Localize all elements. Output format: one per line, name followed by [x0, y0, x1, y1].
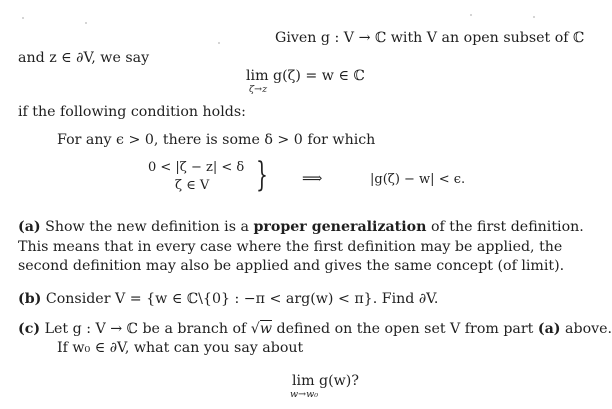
part-c-lim-word: lim	[292, 373, 315, 389]
scan-speck	[533, 16, 535, 18]
implies-arrow: ⟹	[302, 171, 323, 187]
part-b-text: Consider V = {w ∈ ℂ\{0} : −π < arg(w) < π}. Find ∂V.	[45, 291, 439, 307]
conclusion: |g(ζ) − w| < ϵ.	[370, 172, 466, 187]
scan-speck	[218, 42, 220, 44]
part-c-limit	[292, 372, 359, 390]
condition-bottom: ζ ∈ V	[175, 178, 210, 193]
part-c-text-before: Let g : V → ℂ be a branch of	[44, 321, 247, 337]
part-a-bold: proper generalization	[253, 219, 427, 235]
condition-intro: if the following condition holds:	[18, 104, 246, 120]
lim-word: lim	[246, 68, 269, 84]
limit-definition	[246, 67, 365, 85]
scan-speck	[470, 14, 472, 16]
part-a	[18, 218, 596, 277]
given-line: Given g : V → ℂ with V an open subset of ℂ	[275, 30, 585, 46]
lim-subscript: ζ→z	[249, 84, 268, 95]
scan-speck	[85, 22, 87, 24]
part-c-line2: If w₀ ∈ ∂V, what can you say about	[57, 340, 304, 356]
part-c-bold-ref: (a)	[537, 321, 561, 337]
part-a-label: (a)	[18, 219, 41, 235]
part-c-line1	[18, 320, 612, 338]
part-c-text-after: defined on the open set V from part	[276, 321, 534, 337]
condition-top: 0 < |ζ − z| < δ	[148, 160, 245, 175]
for-any-line: For any ϵ > 0, there is some δ > 0 for which	[57, 132, 376, 148]
right-brace: }	[256, 155, 268, 195]
intro-line: and z ∈ ∂V, we say	[18, 50, 150, 66]
part-b-label: (b)	[18, 291, 42, 307]
part-a-text-after: of the first definition. This means that in every case where the first definition may be applied, the second definition may also be applied and gives the same concept (of limit).	[18, 219, 584, 274]
part-a-text-before: Show the new definition is a	[45, 219, 249, 235]
part-c-label: (c)	[18, 321, 41, 337]
lim-expression: g(ζ) = w ∈ ℂ	[273, 68, 365, 84]
scan-speck	[22, 17, 24, 19]
part-c-lim-subscript: w→w₀	[290, 389, 319, 400]
part-c-text-end: above.	[565, 321, 612, 337]
sqrt-sign: √	[250, 321, 260, 337]
part-b	[18, 290, 438, 308]
part-c-lim-expression: g(w)?	[319, 373, 359, 389]
sqrt-argument: w	[259, 321, 272, 337]
